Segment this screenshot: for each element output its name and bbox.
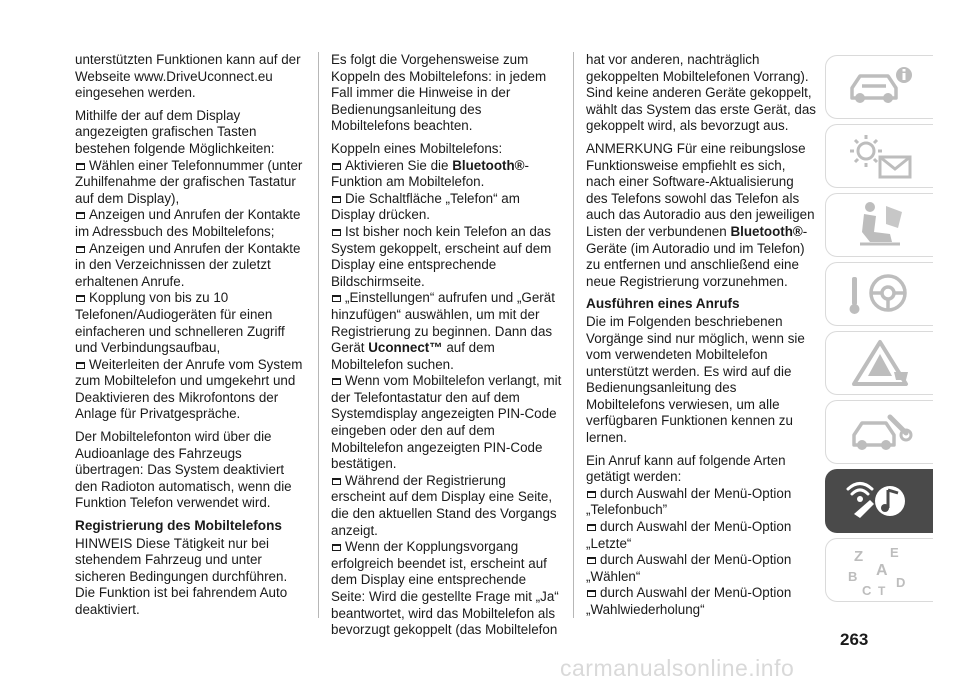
page-number: 263	[840, 630, 869, 649]
breakdown-triangle-icon	[840, 336, 920, 390]
list-item: durch Auswahl der Menü-Option „Telefonbuch”	[586, 485, 792, 518]
paragraph: Ein Anruf kann auf folgende Arten getätigt werden:	[586, 452, 786, 485]
section-heading: Ausführen eines Anrufs	[586, 296, 740, 312]
paragraph: hat vor anderen, nachträglich gekoppelten Mobiltelefonen Vorrang). Sind keine anderen Geräte gekoppelt, wählt das System das erste Gerät, das gekoppelt wird, als bevorzugt aus.	[586, 52, 816, 134]
text-column-3	[586, 52, 818, 619]
list-item: Wenn vom Mobiltelefon verlangt, mit der Telefontastatur den auf dem Systemdisplay angezeigten PIN-Code eingeben oder den auf dem Mobiltelefon angezeigten PIN-Code bestätigen.	[331, 373, 562, 472]
bullet-icon	[587, 557, 596, 564]
bullet-icon	[332, 295, 341, 302]
bullet-icon	[76, 212, 85, 219]
list-item: Ist bisher noch kein Telefon an das System gekoppelt, erscheint auf dem Display eine entsprechende Bildschirmseite.	[331, 223, 552, 289]
section-heading: Registrierung des Mobiltelefons	[75, 518, 282, 534]
tab-multimedia[interactable]	[825, 469, 933, 533]
column-divider	[318, 52, 319, 618]
index-letter: E	[889, 545, 899, 560]
index-letter: B	[847, 569, 857, 584]
paragraph: unterstützten Funktionen kann auf der Webseite www.DriveUconnect.eu eingesehen werden.	[75, 52, 301, 101]
index-letter: T	[877, 584, 885, 597]
index-letter: D	[895, 575, 905, 590]
bullet-icon	[332, 196, 341, 203]
warning-lights-icon	[840, 129, 920, 183]
paragraph: HINWEIS Diese Tätigkeit nur bei stehendem Fahrzeug und unter sicheren Bedingungen durchführen. Die Funktion ist bei fahrendem Auto deaktiviert.	[75, 535, 288, 617]
multimedia-icon	[840, 474, 920, 528]
list-item: Weiterleiten der Anrufe vom System zum Mobiltelefon und umgekehrt und Deaktivieren des Mikrofontons der Anlage für Privatgespräche.	[75, 356, 303, 422]
bullet-icon	[76, 362, 85, 369]
index-letter: A	[875, 562, 888, 579]
paragraph: Die im Folgenden beschriebenen Vorgänge sind nur möglich, wenn sie vom verwendeten Mobiltelefon unterstützt werden. Es wird auf die Bedienungsanleitung des Mobiltelefons verwiesen, um alle verfügbaren Funktionen kennen zu lernen.	[586, 313, 805, 446]
bullet-icon	[587, 491, 596, 498]
tab-warning-lights[interactable]	[825, 124, 933, 188]
seat-airbag-icon	[840, 198, 920, 252]
bullet-icon	[587, 524, 596, 531]
tab-emergency[interactable]	[825, 331, 933, 395]
text-column-1	[75, 52, 307, 625]
paragraph: ANMERKUNG Für eine reibungslose Funktionsweise empfiehlt es sich, nach einer Software-Aktualisierung des Telefons sowohl das Telefon als auch das Autoradio aus den jeweiligen Listen der verbundenen Bluetooth®-Geräte (im Autoradio und im Telefon) zu entfernen und anschließend eine neue Registrierung vorzunehmen.	[586, 140, 815, 289]
bullet-icon	[76, 246, 85, 253]
steering-key-icon	[840, 267, 920, 321]
paragraph: Mithilfe der auf dem Display angezeigten grafischen Tasten bestehen folgende Möglichkeiten:	[75, 107, 275, 156]
tab-safety[interactable]	[825, 193, 933, 257]
list-item: Anzeigen und Anrufen der Kontakte in den Verzeichnissen der zuletzt erhaltenen Anrufe.	[75, 240, 301, 289]
bullet-icon	[332, 478, 341, 485]
list-item: durch Auswahl der Menü-Option „Letzte“	[586, 519, 792, 551]
bullet-icon	[587, 590, 596, 597]
list-item: Während der Registrierung erscheint auf dem Display eine Seite, die den aktuellen Stand des Vorgangs anzeigt.	[331, 472, 557, 538]
tab-starting-driving[interactable]	[825, 262, 933, 326]
car-info-icon	[840, 60, 920, 114]
column-divider	[573, 52, 574, 618]
paragraph: Der Mobiltelefonton wird über die Audioanlage des Fahrzeugs übertragen: Das System deaktiviert den Radioton automatisch, wenn die Funktion Telefon verwendet wird.	[75, 429, 292, 511]
tab-maintenance[interactable]	[825, 400, 933, 464]
list-item: Aktivieren Sie die Bluetooth®-Funktion am Mobiltelefon.	[331, 157, 529, 190]
index-letter: Z	[853, 548, 863, 565]
bullet-icon	[332, 229, 341, 236]
list-item: Kopplung von bis zu 10 Telefonen/Audiogeräten für einen einfacheren und schnelleren Zugriff und Verbindungsaufbau,	[75, 290, 285, 356]
watermark: carmanualsonline.info	[560, 655, 795, 681]
tab-index[interactable]	[825, 538, 933, 602]
list-item: „Einstellungen“ aufrufen und „Gerät hinzufügen“ auswählen, um mit der Registrierung zu beginnen. Dann das Gerät Uconnect™ auf dem Mobiltelefon suchen.	[331, 290, 555, 372]
wrench-car-icon	[840, 405, 920, 459]
list-item: durch Auswahl der Menü-Option „Wählen“	[586, 552, 792, 584]
list-item: Wählen einer Telefonnummer (unter Zuhilfenahme der grafischen Tastatur auf dem Display),	[75, 157, 303, 206]
list-item: Wenn der Kopplungsvorgang erfolgreich beendet ist, erscheint auf dem Display eine entsprechende Seite: Wird die gestellte Frage mit „Ja“ beantwortet, wird das Mobiltelefon als bevorzugt gekoppelt (das Mobiltelefon	[331, 539, 559, 638]
list-item: Die Schaltfläche „Telefon“ am Display drücken.	[331, 190, 520, 223]
bullet-icon	[332, 544, 341, 551]
index-letters-icon	[840, 543, 920, 597]
list-item: durch Auswahl der Menü-Option „Wahlwiederholung“	[586, 585, 792, 617]
bullet-icon	[76, 163, 85, 170]
bullet-icon	[332, 378, 341, 385]
bullet-icon	[76, 295, 85, 302]
index-letter: C	[861, 583, 871, 597]
chapter-tabs	[825, 55, 935, 607]
text-column-2	[331, 52, 563, 639]
tab-car-info[interactable]	[825, 55, 933, 119]
bullet-icon	[332, 163, 341, 170]
list-item: Anzeigen und Anrufen der Kontakte im Adressbuch des Mobiltelefons;	[75, 207, 301, 239]
paragraph: Es folgt die Vorgehensweise zum Koppeln des Mobiltelefons: in jedem Fall immer die Hinweise in der Bedienungsanleitung des Mobiltelefons beachten.	[331, 52, 547, 134]
paragraph: Koppeln eines Mobiltelefons:	[331, 140, 503, 156]
